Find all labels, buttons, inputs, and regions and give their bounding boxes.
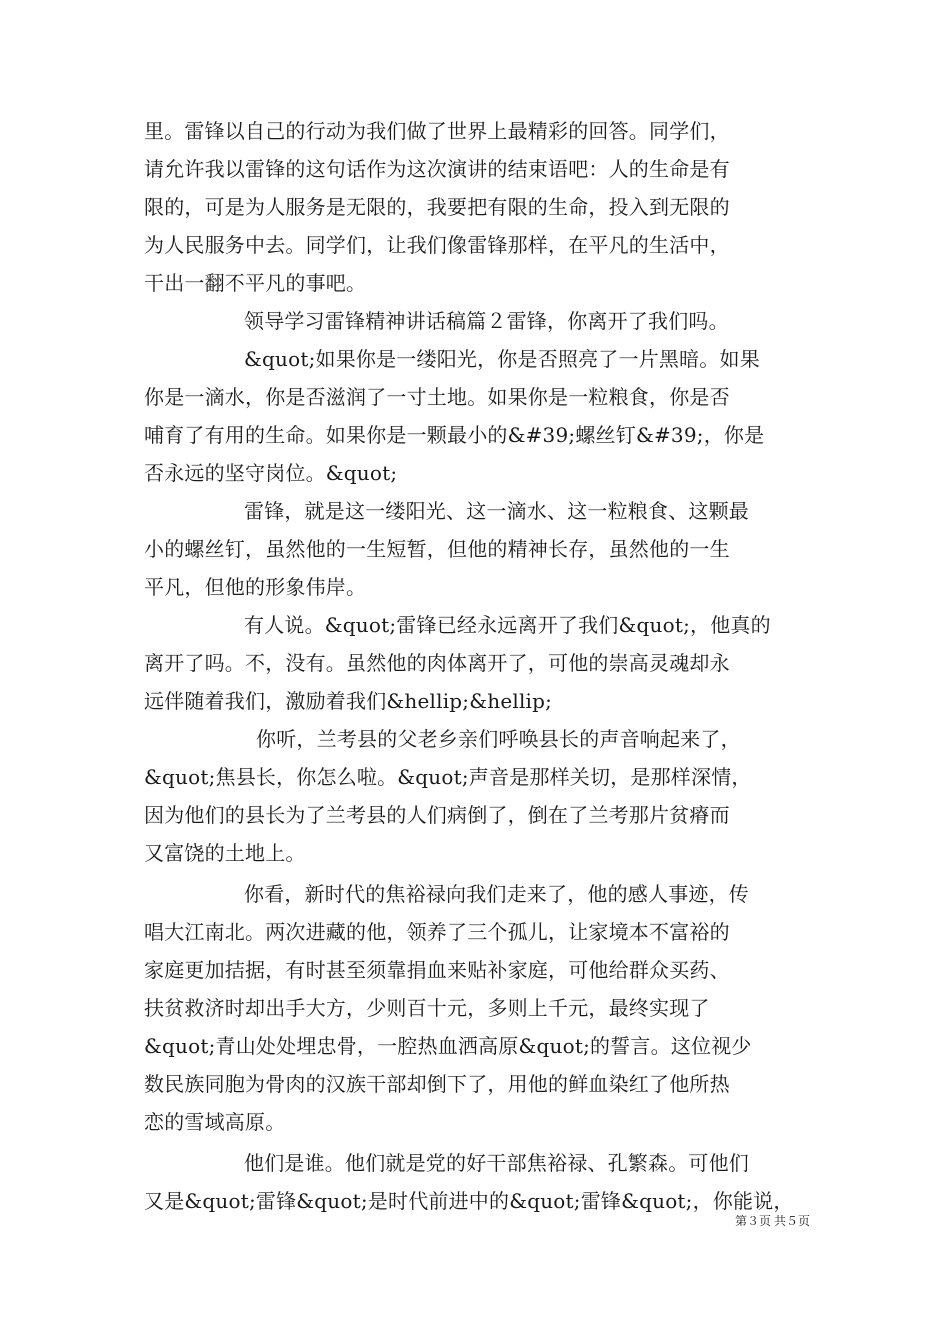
text-line: 他们是谁。他们就是党的好干部焦裕禄、孔繁森。可他们 <box>244 1151 749 1175</box>
text-line: 离开了吗。不，没有。虽然他的肉体离开了，可他的崇高灵魂却永 <box>144 651 730 675</box>
text-line: 家庭更加拮据，有时甚至须靠捐血来贴补家庭，可他给群众买药、 <box>144 958 730 982</box>
text-line: 为人民服务中去。同学们，让我们像雷锋那样，在平凡的生活中， <box>144 233 730 257</box>
text-line: 哺育了有用的生命。如果你是一颗最小的&#39;螺丝钉&#39;，你是 <box>144 423 765 447</box>
text-line: 远伴随着我们，激励着我们&hellip;&hellip; <box>144 689 553 713</box>
text-line: 恋的雪域高原。 <box>144 1110 286 1134</box>
text-line: 限的，可是为人服务是无限的，我要把有限的生命，投入到无限的 <box>144 195 730 219</box>
text-line: &quot;焦县长，你怎么啦。&quot;声音是那样关切，是那样深情， <box>144 765 752 789</box>
text-line: 你是一滴水，你是否滋润了一寸土地。如果你是一粒粮食，你是否 <box>144 385 730 409</box>
text-line: 唱大江南北。两次进藏的他，领养了三个孤儿，让家境本不富裕的 <box>144 920 730 944</box>
text-line: 平凡，但他的形象伟岸。 <box>144 575 367 599</box>
text-line: 有人说。&quot;雷锋已经永远离开了我们&quot;，他真的 <box>244 613 771 637</box>
text-line: 因为他们的县长为了兰考县的人们病倒了，倒在了兰考那片贫瘠而 <box>144 803 730 827</box>
text-line: 里。雷锋以自己的行动为我们做了世界上最精彩的回答。同学们， <box>144 119 730 143</box>
text-line: 你听，兰考县的父老乡亲们呼唤县长的声音响起来了， <box>256 727 741 751</box>
text-line: 又富饶的土地上。 <box>144 841 306 865</box>
text-line: 又是&quot;雷锋&quot;是时代前进中的&quot;雷锋&quot;，你能说， <box>144 1189 794 1213</box>
text-line: 你看，新时代的焦裕禄向我们走来了，他的感人事迹，传 <box>244 882 749 906</box>
text-line: 干出一翻不平凡的事吧。 <box>144 271 367 295</box>
body-text <box>144 112 824 1220</box>
text-line: 请允许我以雷锋的这句话作为这次演讲的结束语吧：人的生命是有 <box>144 157 730 181</box>
section-heading: 领导学习雷锋精神讲话稿篇２雷锋，你离开了我们吗。 <box>244 309 729 333</box>
text-line: &quot;青山处处埋忠骨，一腔热血洒高原&quot;的誓言。这位视少 <box>144 1034 752 1058</box>
page-number: 第３页 共５页 <box>734 1214 810 1228</box>
text-line: 雷锋，就是这一缕阳光、这一滴水、这一粒粮食、这颗最 <box>244 499 749 523</box>
text-line: 否永远的坚守岗位。&quot; <box>144 461 398 485</box>
text-line: 小的螺丝钉，虽然他的一生短暂，但他的精神长存，虽然他的一生 <box>144 537 730 561</box>
text-line: &quot;如果你是一缕阳光，你是否照亮了一片黑暗。如果 <box>244 347 760 371</box>
text-line: 数民族同胞为骨肉的汉族干部却倒下了，用他的鲜血染红了他所热 <box>144 1072 730 1096</box>
text-line: 扶贫救济时却出手大方，少则百十元，多则上千元，最终实现了 <box>144 996 710 1020</box>
